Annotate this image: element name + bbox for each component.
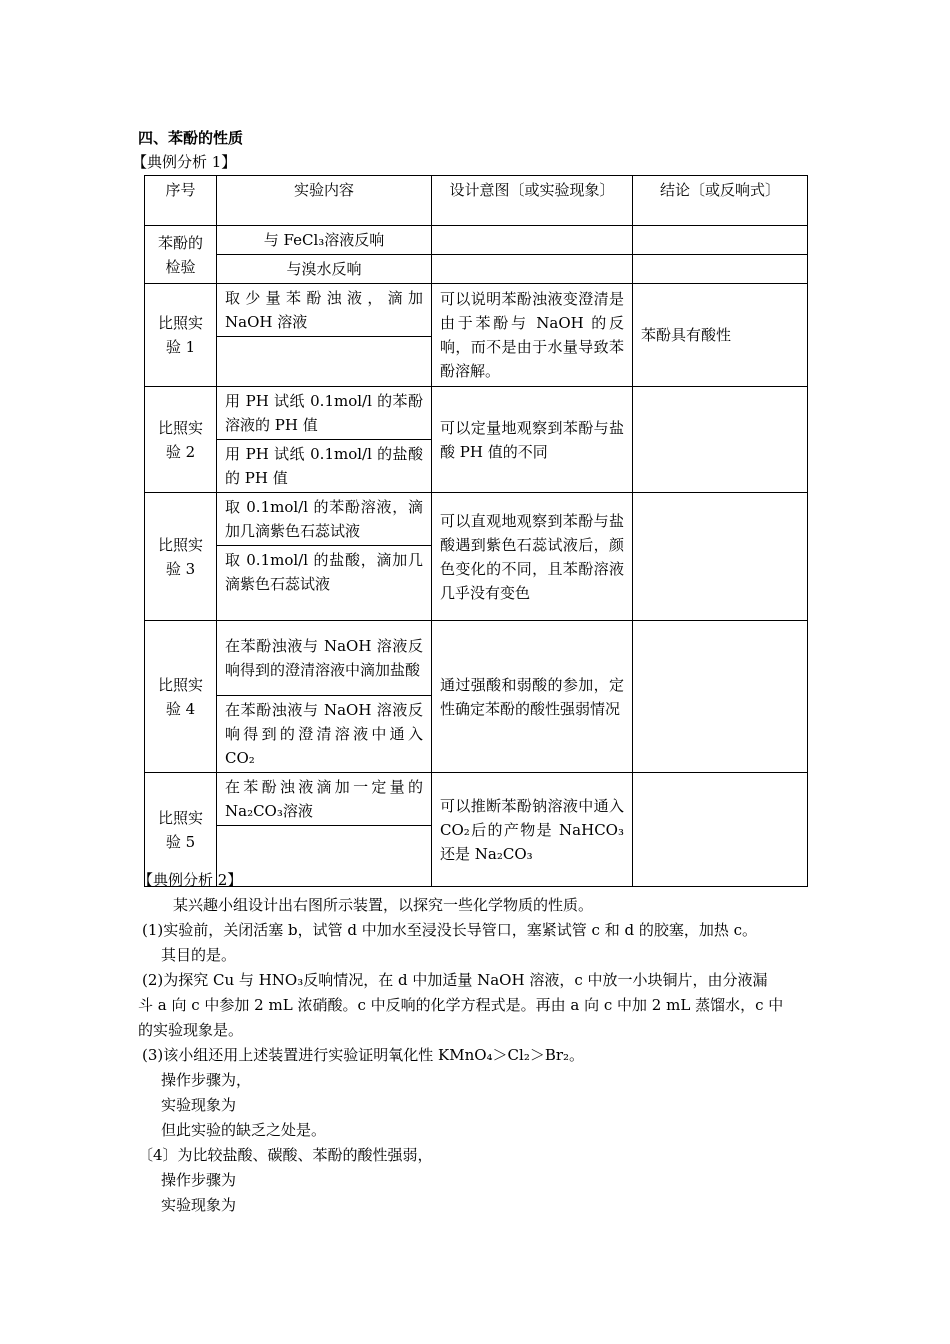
- experiment-table: [144, 175, 808, 887]
- row-label-exp3: 比照实验 3: [145, 493, 217, 621]
- cell-purpose: 可以定量地观察到苯酚与盐酸 PH 值的不同: [432, 387, 633, 493]
- cell-conclusion: [633, 387, 808, 493]
- cell-purpose: 可以推断苯酚钠溶液中通入 CO₂后的产物是 NaHCO₃还是 Na₂CO₃: [432, 773, 633, 887]
- question-1-line-1: (1)实验前，关闭活塞 b，试管 d 中加水至浸没长导管口，塞紧试管 c 和 d 的胶塞，加热 c。: [142, 921, 758, 939]
- cell-purpose: 可以说明苯酚浊液变澄清是由于苯酚与 NaOH 的反响，而不是由于水量导致苯酚溶解。: [432, 284, 633, 387]
- cell-purpose: [432, 226, 633, 255]
- table-row: [145, 284, 808, 337]
- example2-title: 【典例分析 2】: [138, 871, 243, 889]
- question-3-flaw: 但此实验的缺乏之处是。: [161, 1121, 327, 1139]
- table-row: [145, 387, 808, 440]
- header-cell-conclusion: 结论〔或反响式〕: [633, 176, 808, 226]
- question-2-line-2: 斗 a 向 c 中参加 2 mL 浓硝酸。c 中反响的化学方程式是。再由 a 向 c 中加 2 mL 蒸馏水，c 中: [138, 996, 784, 1014]
- question-3-phenomenon: 实验现象为: [161, 1096, 237, 1114]
- question-4-line-1: 〔4〕为比较盐酸、碳酸、苯酚的酸性强弱，: [138, 1146, 433, 1164]
- header-cell-index: 序号: [145, 176, 217, 226]
- question-3-step: 操作步骤为，: [161, 1071, 252, 1089]
- row-label-exp2: 比照实验 2: [145, 387, 217, 493]
- row-label-exp5: 比照实验 5: [145, 773, 217, 887]
- header-cell-content: 实验内容: [217, 176, 432, 226]
- table-header-row: [145, 176, 808, 226]
- cell-conclusion: [633, 621, 808, 773]
- cell-content: 在苯酚浊液与 NaOH 溶液反响得到的澄清溶液中滴加盐酸: [217, 621, 432, 696]
- cell-content: [217, 826, 432, 887]
- cell-purpose: [432, 255, 633, 284]
- cell-content: 取 0.1mol/l 的盐酸，滴加几滴紫色石蕊试液: [217, 546, 432, 621]
- table-row: [145, 226, 808, 255]
- cell-conclusion: [633, 226, 808, 255]
- cell-conclusion: [633, 255, 808, 284]
- cell-conclusion: 苯酚具有酸性: [633, 284, 808, 387]
- question-2-line-3: 的实验现象是。: [138, 1021, 244, 1039]
- row-label-exp4: 比照实验 4: [145, 621, 217, 773]
- example2-intro: 某兴趣小组设计出右图所示装置，以探究一些化学物质的性质。: [173, 896, 594, 914]
- cell-content: 与 FeCl₃溶液反响: [217, 226, 432, 255]
- cell-conclusion: [633, 493, 808, 621]
- example1-title: 【典例分析 1】: [132, 153, 237, 171]
- cell-content: 用 PH 试纸 0.1mol/l 的盐酸的 PH 值: [217, 440, 432, 493]
- cell-purpose: 可以直观地观察到苯酚与盐酸遇到紫色石蕊试液后，颜色变化的不同，且苯酚溶液几乎没有变色: [432, 493, 633, 621]
- cell-content: 在苯酚浊液滴加一定量的 Na₂CO₃溶液: [217, 773, 432, 826]
- header-cell-purpose: 设计意图〔或实验现象〕: [432, 176, 633, 226]
- cell-content: 与溴水反响: [217, 255, 432, 284]
- question-3-line-1: (3)该小组还用上述装置进行实验证明氧化性 KMnO₄＞Cl₂＞Br₂。: [142, 1046, 585, 1064]
- question-2-line-1: (2)为探究 Cu 与 HNO₃反响情况，在 d 中加适量 NaOH 溶液，c 中放一小块铜片，由分液漏: [142, 971, 768, 989]
- table-row: [145, 621, 808, 696]
- question-4-step: 操作步骤为: [161, 1171, 237, 1189]
- row-label-test: 苯酚的检验: [145, 226, 217, 284]
- table-row: [145, 773, 808, 826]
- cell-purpose: 通过强酸和弱酸的参加，定性确定苯酚的酸性强弱情况: [432, 621, 633, 773]
- question-4-phenomenon: 实验现象为: [161, 1196, 237, 1214]
- row-label-exp1: 比照实验 1: [145, 284, 217, 387]
- cell-content: 在苯酚浊液与 NaOH 溶液反响得到的澄清溶液中通入 CO₂: [217, 696, 432, 773]
- question-1-line-2: 其目的是。: [161, 946, 237, 964]
- table-row: [145, 255, 808, 284]
- section-title: 四、苯酚的性质: [138, 129, 244, 147]
- table-row: [145, 493, 808, 546]
- cell-content: [217, 337, 432, 387]
- cell-content: 用 PH 试纸 0.1mol/l 的苯酚溶液的 PH 值: [217, 387, 432, 440]
- cell-content: 取 0.1mol/l 的苯酚溶液，滴加几滴紫色石蕊试液: [217, 493, 432, 546]
- cell-content: 取少量苯酚浊液，滴加 NaOH 溶液: [217, 284, 432, 337]
- cell-conclusion: [633, 773, 808, 887]
